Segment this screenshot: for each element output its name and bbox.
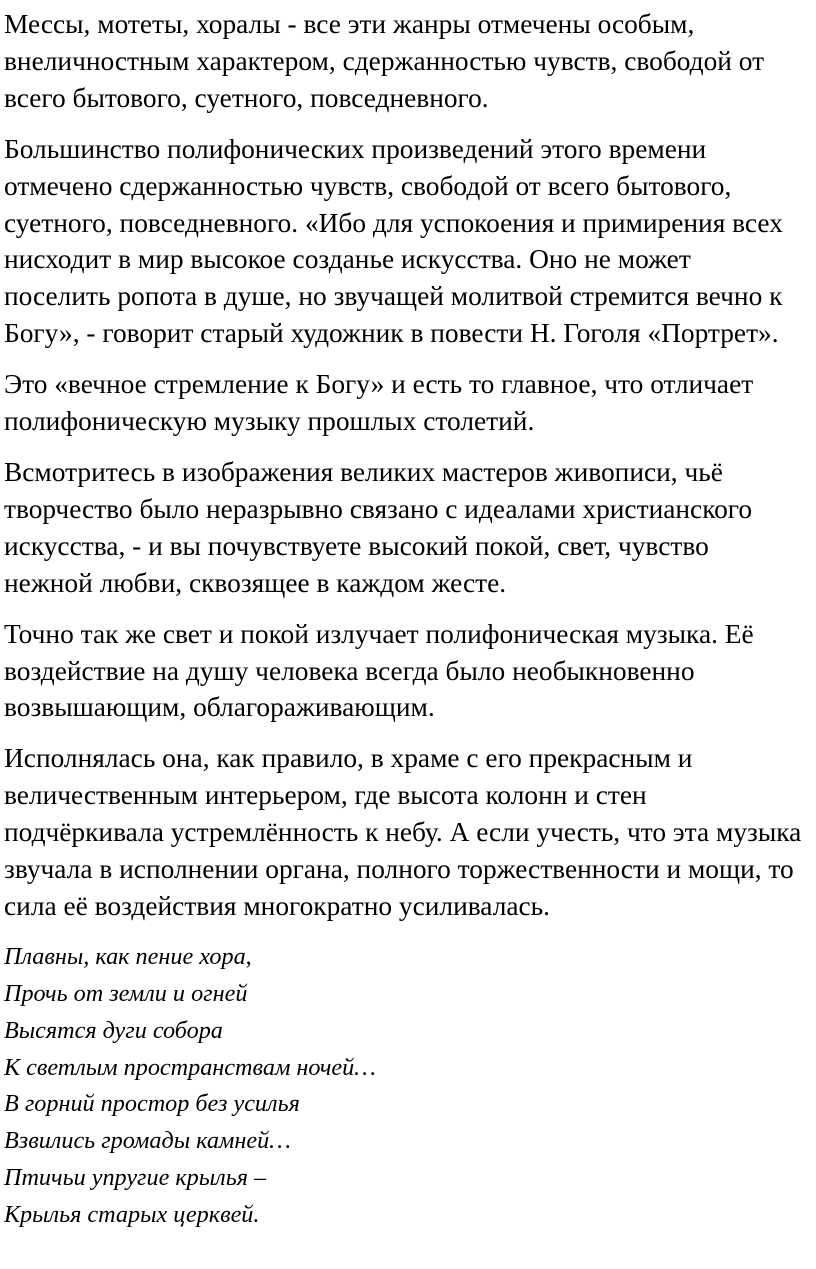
poem-line: Прочь от земли и огней	[4, 979, 248, 1007]
paragraph-line: творчество было неразрывно связано с идеалами христианского	[4, 493, 753, 524]
paragraph-line: величественным интерьером, где высота колонн и стен	[4, 780, 647, 811]
poem-line: Птичьи упругие крылья –	[4, 1164, 267, 1192]
paragraph-line: Всмотритесь в изображения великих мастеров живописи, чьё	[4, 456, 723, 487]
paragraph-5	[4, 616, 816, 727]
poem-line: Взвились громады камней…	[4, 1127, 291, 1155]
paragraph-line: поселить ропота в душе, но звучащей молитвой стремится вечно к	[4, 281, 783, 312]
paragraph-line: Богу», - говорит старый художник в повести Н. Гоголя «Портрет».	[4, 318, 779, 349]
paragraph-line: суетного, повседневного. «Ибо для успокоения и примирения всех	[4, 207, 783, 238]
paragraph-line: воздействие на душу человека всегда было необыкновенно	[4, 655, 695, 686]
paragraph-line: Большинство полифонических произведений этого времени	[4, 133, 707, 164]
paragraph-line: нежной любви, сквозящее в каждом жесте.	[4, 567, 507, 598]
paragraph-line: Это «вечное стремление к Богу» и есть то главное, что отличает	[4, 369, 754, 400]
paragraph-line: Мессы, мотеты, хоралы - все эти жанры отмечены особым,	[4, 9, 695, 39]
paragraph-2	[4, 131, 816, 352]
paragraph-4	[4, 454, 816, 602]
paragraph-3	[4, 366, 816, 440]
paragraph-line: сила её воздействия многократно усиливалась.	[4, 890, 551, 921]
document-page	[4, 6, 816, 1234]
poem-line: Плавны, как пение хора,	[4, 942, 252, 970]
poem-line: Крылья старых церквей.	[4, 1201, 260, 1229]
paragraph-line: звучала в исполнении органа, полного торжественности и мощи, то	[4, 854, 794, 885]
paragraph-line: подчёркивала устремлённость к небу. А если учесть, что эта музыка	[4, 817, 802, 848]
paragraph-line: Исполнялась она, как правило, в храме с его прекрасным и	[4, 743, 693, 774]
paragraph-line: искусства, - и вы почувствуете высокий покой, свет, чувство	[4, 530, 709, 561]
paragraph-6	[4, 740, 816, 925]
paragraph-line: Точно так же свет и покой излучает полифоническая музыка. Её	[4, 618, 754, 649]
poem-line: В горний простор без усилья	[4, 1090, 300, 1118]
poem-line: Высятся дуги собора	[4, 1016, 223, 1044]
paragraph-1	[4, 6, 816, 117]
paragraph-line: возвышающим, облагораживающим.	[4, 692, 435, 723]
paragraph-line: отмечено сдержанностью чувств, свободой от всего бытового,	[4, 170, 732, 201]
paragraph-line: нисходит в мир высокое созданье искусства. Оно не может	[4, 244, 691, 275]
paragraph-line: внеличностным характером, сдержанностью чувств, свободой от	[4, 45, 765, 76]
poem-stanza	[4, 939, 816, 1234]
paragraph-line: полифоническую музыку прошлых столетий.	[4, 406, 535, 437]
paragraph-line: всего бытового, суетного, повседневного.	[4, 82, 489, 113]
poem-line: К светлым пространствам ночей…	[4, 1053, 376, 1081]
